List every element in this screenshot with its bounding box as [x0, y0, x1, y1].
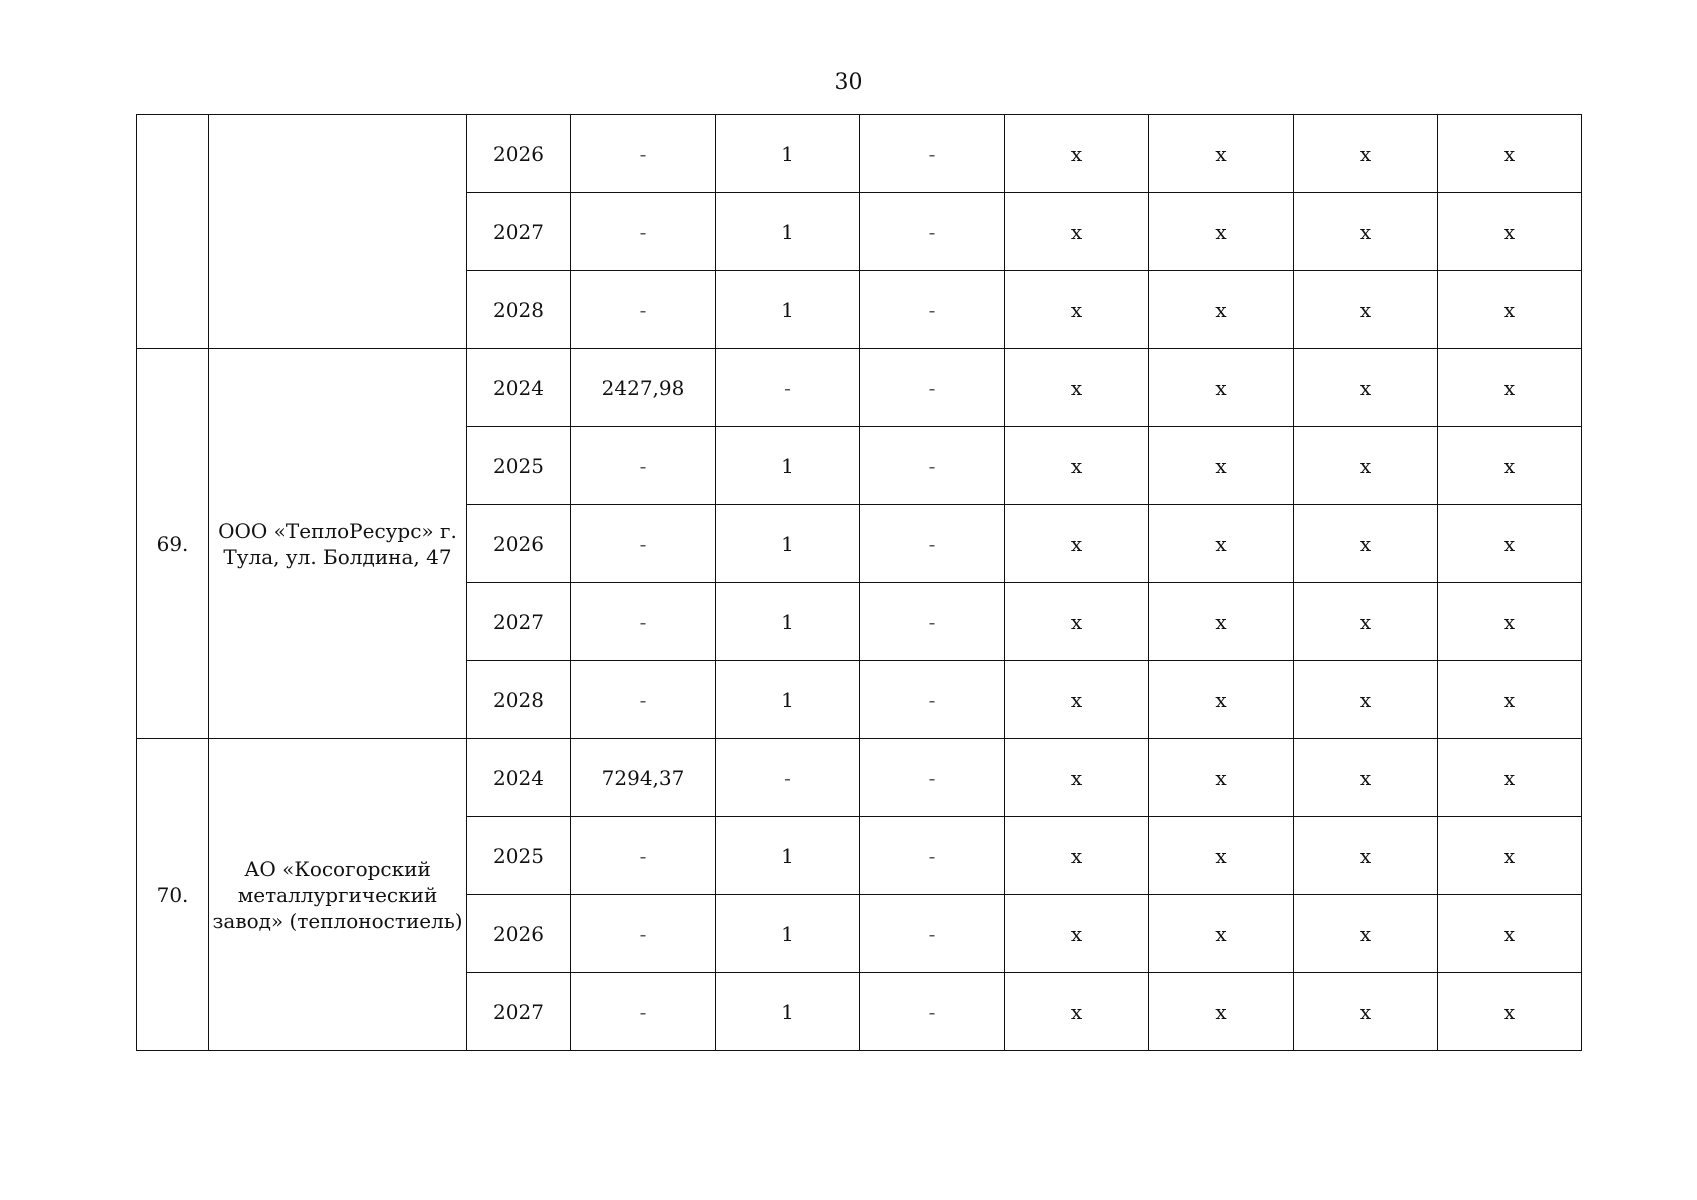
value-cell: 1	[716, 271, 860, 349]
value-cell: x	[1294, 583, 1438, 661]
value-cell: x	[1149, 427, 1294, 505]
value-cell: x	[1149, 895, 1294, 973]
year-cell: 2027	[467, 973, 571, 1051]
table-row	[137, 739, 1582, 817]
value-cell: x	[1005, 505, 1149, 583]
value-cell: 1	[716, 973, 860, 1051]
value-cell: 1	[716, 193, 860, 271]
table-body	[137, 115, 1582, 1051]
value-cell: -	[860, 895, 1005, 973]
value-cell: x	[1438, 427, 1582, 505]
value-cell: x	[1005, 193, 1149, 271]
value-cell: x	[1294, 973, 1438, 1051]
value-cell: -	[571, 817, 716, 895]
value-cell: x	[1149, 583, 1294, 661]
value-cell: 1	[716, 817, 860, 895]
value-cell: x	[1005, 583, 1149, 661]
value-cell: x	[1294, 505, 1438, 583]
value-cell: -	[571, 661, 716, 739]
value-cell: x	[1005, 271, 1149, 349]
value-cell: x	[1149, 349, 1294, 427]
value-cell: -	[860, 583, 1005, 661]
year-cell: 2028	[467, 661, 571, 739]
value-cell: x	[1294, 739, 1438, 817]
value-cell: x	[1438, 505, 1582, 583]
value-cell: 1	[716, 115, 860, 193]
value-cell: -	[571, 895, 716, 973]
value-cell: 1	[716, 895, 860, 973]
value-cell: -	[860, 193, 1005, 271]
organization-cell	[209, 115, 467, 349]
value-cell: -	[571, 115, 716, 193]
value-cell: x	[1149, 973, 1294, 1051]
value-cell: -	[571, 505, 716, 583]
value-cell: -	[860, 349, 1005, 427]
value-cell: x	[1438, 349, 1582, 427]
value-cell: x	[1005, 115, 1149, 193]
value-cell: x	[1438, 271, 1582, 349]
value-cell: x	[1294, 349, 1438, 427]
row-number-cell	[137, 115, 209, 349]
value-cell: x	[1294, 895, 1438, 973]
value-cell: -	[716, 739, 860, 817]
value-cell: -	[571, 427, 716, 505]
value-cell: -	[571, 583, 716, 661]
row-number-cell: 70.	[137, 739, 209, 1051]
value-cell: x	[1149, 115, 1294, 193]
value-cell: x	[1438, 895, 1582, 973]
value-cell: -	[860, 739, 1005, 817]
value-cell: x	[1294, 817, 1438, 895]
value-cell: 1	[716, 427, 860, 505]
year-cell: 2027	[467, 193, 571, 271]
year-cell: 2027	[467, 583, 571, 661]
value-cell: x	[1005, 739, 1149, 817]
value-cell: x	[1149, 193, 1294, 271]
table-row	[137, 349, 1582, 427]
value-cell: 1	[716, 661, 860, 739]
organization-cell: АО «Косогорский металлургический завод» (теплоностиель)	[209, 739, 467, 1051]
value-cell: x	[1149, 661, 1294, 739]
value-cell: x	[1294, 427, 1438, 505]
value-cell: -	[860, 973, 1005, 1051]
table-row	[137, 115, 1582, 193]
value-cell: -	[571, 193, 716, 271]
value-cell: x	[1149, 271, 1294, 349]
value-cell: -	[860, 115, 1005, 193]
value-cell: x	[1438, 739, 1582, 817]
value-cell: 2427,98	[571, 349, 716, 427]
page-number: 30	[834, 70, 863, 95]
value-cell: x	[1005, 427, 1149, 505]
value-cell: 1	[716, 583, 860, 661]
value-cell: -	[860, 661, 1005, 739]
row-number-cell: 69.	[137, 349, 209, 739]
organization-cell: ООО «ТеплоРесурс» г. Тула, ул. Болдина, 47	[209, 349, 467, 739]
year-cell: 2028	[467, 271, 571, 349]
value-cell: 1	[716, 505, 860, 583]
value-cell: 7294,37	[571, 739, 716, 817]
value-cell: -	[860, 505, 1005, 583]
value-cell: x	[1438, 583, 1582, 661]
value-cell: x	[1149, 817, 1294, 895]
value-cell: x	[1005, 895, 1149, 973]
value-cell: x	[1438, 817, 1582, 895]
year-cell: 2026	[467, 505, 571, 583]
value-cell: x	[1005, 973, 1149, 1051]
value-cell: x	[1294, 661, 1438, 739]
value-cell: x	[1438, 115, 1582, 193]
value-cell: x	[1438, 661, 1582, 739]
data-table	[136, 114, 1582, 1051]
value-cell: x	[1005, 349, 1149, 427]
value-cell: x	[1294, 115, 1438, 193]
year-cell: 2024	[467, 349, 571, 427]
value-cell: x	[1294, 193, 1438, 271]
value-cell: x	[1005, 817, 1149, 895]
year-cell: 2026	[467, 115, 571, 193]
value-cell: -	[716, 349, 860, 427]
value-cell: x	[1438, 973, 1582, 1051]
value-cell: -	[860, 271, 1005, 349]
value-cell: x	[1005, 661, 1149, 739]
value-cell: x	[1438, 193, 1582, 271]
year-cell: 2024	[467, 739, 571, 817]
value-cell: x	[1149, 739, 1294, 817]
value-cell: -	[860, 427, 1005, 505]
year-cell: 2026	[467, 895, 571, 973]
year-cell: 2025	[467, 817, 571, 895]
value-cell: x	[1294, 271, 1438, 349]
value-cell: -	[860, 817, 1005, 895]
value-cell: -	[571, 271, 716, 349]
value-cell: -	[571, 973, 716, 1051]
value-cell: x	[1149, 505, 1294, 583]
year-cell: 2025	[467, 427, 571, 505]
